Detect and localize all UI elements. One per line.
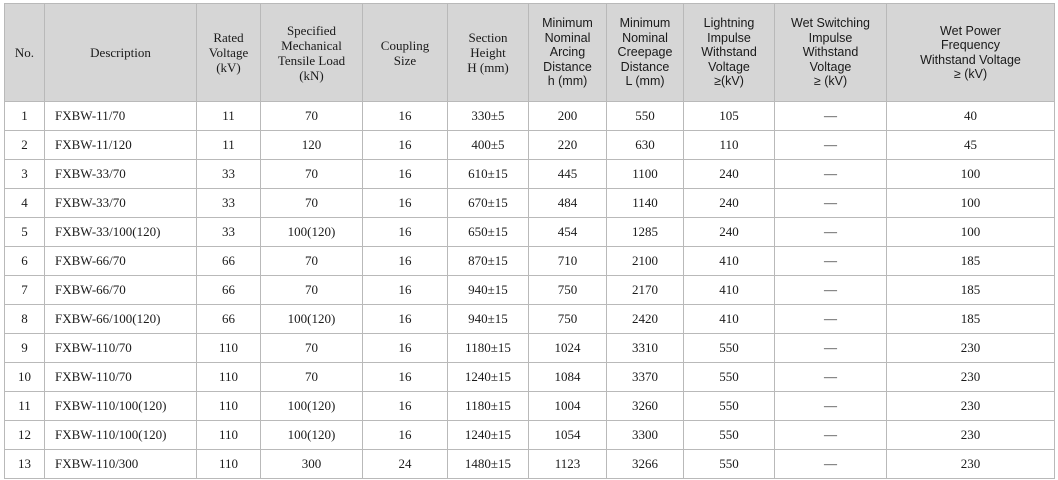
cell-no: 5 xyxy=(5,218,45,247)
header-line: ≥(kV) xyxy=(714,74,744,89)
cell-arcing-distance: 200 xyxy=(529,102,607,131)
cell-wet-switching: — xyxy=(775,276,887,305)
cell-tensile-load: 100(120) xyxy=(261,218,363,247)
col-header-rated-voltage xyxy=(197,4,261,102)
col-header-coupling-size xyxy=(363,4,448,102)
header-line: Distance xyxy=(620,59,670,74)
header-line: Height xyxy=(470,45,506,60)
cell-no: 7 xyxy=(5,276,45,305)
cell-arcing-distance: 750 xyxy=(529,305,607,334)
cell-no: 2 xyxy=(5,131,45,160)
cell-lightning-impulse: 550 xyxy=(684,334,775,363)
cell-wet-switching: — xyxy=(775,160,887,189)
cell-arcing-distance: 1024 xyxy=(529,334,607,363)
cell-tensile-load: 70 xyxy=(261,276,363,305)
cell-lightning-impulse: 240 xyxy=(684,160,775,189)
cell-description: FXBW-110/300 xyxy=(45,450,197,479)
cell-arcing-distance: 750 xyxy=(529,276,607,305)
cell-arcing-distance: 220 xyxy=(529,131,607,160)
cell-arcing-distance: 445 xyxy=(529,160,607,189)
cell-rated-voltage: 110 xyxy=(197,392,261,421)
cell-creepage-distance: 550 xyxy=(607,102,684,131)
table-row xyxy=(5,305,1055,334)
header-line: ≥ (kV) xyxy=(813,74,848,89)
cell-description: FXBW-11/120 xyxy=(45,131,197,160)
header-line: Coupling xyxy=(380,37,430,53)
cell-description: FXBW-11/70 xyxy=(45,102,197,131)
col-header-description xyxy=(45,4,197,102)
cell-lightning-impulse: 410 xyxy=(684,305,775,334)
cell-coupling-size: 16 xyxy=(363,392,448,421)
header-line: Voltage xyxy=(208,45,249,60)
table-row xyxy=(5,131,1055,160)
cell-creepage-distance: 1285 xyxy=(607,218,684,247)
table-body xyxy=(5,102,1055,479)
header-line: L (mm) xyxy=(625,74,665,89)
cell-tensile-load: 120 xyxy=(261,131,363,160)
cell-wet-power-frequency: 230 xyxy=(887,421,1055,450)
cell-section-height: 650±15 xyxy=(448,218,529,247)
header-line: ≥ (kV) xyxy=(953,67,988,81)
cell-tensile-load: 70 xyxy=(261,189,363,218)
header-line: Mechanical xyxy=(281,37,342,53)
cell-section-height: 1180±15 xyxy=(448,334,529,363)
cell-coupling-size: 16 xyxy=(363,218,448,247)
header-line: Minimum xyxy=(542,16,593,31)
cell-wet-power-frequency: 40 xyxy=(887,102,1055,131)
cell-creepage-distance: 2170 xyxy=(607,276,684,305)
cell-tensile-load: 70 xyxy=(261,160,363,189)
cell-rated-voltage: 110 xyxy=(197,450,261,479)
cell-arcing-distance: 484 xyxy=(529,189,607,218)
cell-rated-voltage: 66 xyxy=(197,305,261,334)
cell-rated-voltage: 33 xyxy=(197,160,261,189)
cell-creepage-distance: 3370 xyxy=(607,363,684,392)
table-row xyxy=(5,392,1055,421)
header-line: Withstand Voltage xyxy=(920,52,1021,67)
col-header-tensile-load xyxy=(261,4,363,102)
header-line: (kV) xyxy=(216,60,241,75)
header-line: Voltage xyxy=(809,59,852,74)
cell-rated-voltage: 11 xyxy=(197,102,261,131)
header-line: Arcing xyxy=(549,45,586,60)
cell-tensile-load: 70 xyxy=(261,247,363,276)
header-line: Frequency xyxy=(940,38,1001,52)
header-line: No. xyxy=(14,45,35,60)
header-line: Distance xyxy=(543,59,592,74)
cell-tensile-load: 300 xyxy=(261,450,363,479)
header-line: Nominal xyxy=(622,30,668,45)
cell-lightning-impulse: 410 xyxy=(684,247,775,276)
cell-description: FXBW-66/70 xyxy=(45,247,197,276)
cell-arcing-distance: 1123 xyxy=(529,450,607,479)
cell-wet-power-frequency: 100 xyxy=(887,218,1055,247)
header-line: Description xyxy=(90,45,151,60)
cell-wet-power-frequency: 230 xyxy=(887,450,1055,479)
header-line: Minimum xyxy=(619,16,671,31)
header-line: Nominal xyxy=(544,30,591,45)
header-row xyxy=(5,4,1055,102)
cell-wet-power-frequency: 185 xyxy=(887,305,1055,334)
header-line: H (mm) xyxy=(467,60,509,75)
cell-lightning-impulse: 240 xyxy=(684,218,775,247)
cell-coupling-size: 16 xyxy=(363,276,448,305)
cell-section-height: 1480±15 xyxy=(448,450,529,479)
header-line: Section xyxy=(468,30,508,45)
col-header-wet-switching xyxy=(775,4,887,102)
cell-creepage-distance: 630 xyxy=(607,131,684,160)
cell-creepage-distance: 1100 xyxy=(607,160,684,189)
cell-rated-voltage: 33 xyxy=(197,189,261,218)
header-line: Impulse xyxy=(808,30,853,45)
table-row xyxy=(5,160,1055,189)
cell-coupling-size: 16 xyxy=(363,421,448,450)
cell-wet-power-frequency: 100 xyxy=(887,189,1055,218)
cell-rated-voltage: 110 xyxy=(197,363,261,392)
header-line: Withstand xyxy=(802,45,859,60)
cell-creepage-distance: 3300 xyxy=(607,421,684,450)
cell-no: 10 xyxy=(5,363,45,392)
cell-coupling-size: 16 xyxy=(363,363,448,392)
cell-wet-power-frequency: 100 xyxy=(887,160,1055,189)
cell-section-height: 940±15 xyxy=(448,305,529,334)
cell-coupling-size: 16 xyxy=(363,102,448,131)
col-header-arcing-distance xyxy=(529,4,607,102)
header-line: Specified xyxy=(286,22,337,38)
cell-rated-voltage: 66 xyxy=(197,276,261,305)
cell-wet-switching: — xyxy=(775,131,887,160)
cell-wet-power-frequency: 185 xyxy=(887,276,1055,305)
col-header-no xyxy=(5,4,45,102)
cell-section-height: 400±5 xyxy=(448,131,529,160)
cell-no: 3 xyxy=(5,160,45,189)
cell-lightning-impulse: 550 xyxy=(684,450,775,479)
cell-creepage-distance: 3266 xyxy=(607,450,684,479)
cell-creepage-distance: 1140 xyxy=(607,189,684,218)
header-line: Wet Power xyxy=(940,23,1001,38)
cell-wet-switching: — xyxy=(775,450,887,479)
cell-no: 1 xyxy=(5,102,45,131)
cell-description: FXBW-33/70 xyxy=(45,160,197,189)
header-line: Rated xyxy=(213,30,244,45)
cell-wet-power-frequency: 185 xyxy=(887,247,1055,276)
insulator-spec-table xyxy=(4,3,1055,479)
cell-tensile-load: 100(120) xyxy=(261,305,363,334)
cell-creepage-distance: 3310 xyxy=(607,334,684,363)
cell-lightning-impulse: 110 xyxy=(684,131,775,160)
col-header-section-height xyxy=(448,4,529,102)
cell-wet-switching: — xyxy=(775,334,887,363)
table-row xyxy=(5,421,1055,450)
col-header-creepage-distance xyxy=(607,4,684,102)
cell-lightning-impulse: 550 xyxy=(684,421,775,450)
table-row xyxy=(5,102,1055,131)
cell-rated-voltage: 11 xyxy=(197,131,261,160)
table-row xyxy=(5,189,1055,218)
header-line: Impulse xyxy=(707,30,751,45)
cell-coupling-size: 16 xyxy=(363,189,448,218)
cell-no: 4 xyxy=(5,189,45,218)
header-line: Size xyxy=(393,52,417,68)
cell-coupling-size: 16 xyxy=(363,247,448,276)
cell-coupling-size: 16 xyxy=(363,160,448,189)
cell-wet-power-frequency: 45 xyxy=(887,131,1055,160)
header-line: Creepage xyxy=(617,45,673,60)
cell-wet-power-frequency: 230 xyxy=(887,363,1055,392)
cell-wet-switching: — xyxy=(775,392,887,421)
cell-section-height: 610±15 xyxy=(448,160,529,189)
cell-section-height: 1180±15 xyxy=(448,392,529,421)
cell-arcing-distance: 1004 xyxy=(529,392,607,421)
cell-tensile-load: 100(120) xyxy=(261,392,363,421)
cell-lightning-impulse: 410 xyxy=(684,276,775,305)
cell-description: FXBW-110/70 xyxy=(45,334,197,363)
cell-arcing-distance: 454 xyxy=(529,218,607,247)
header-line: h (mm) xyxy=(547,74,588,89)
cell-wet-switching: — xyxy=(775,305,887,334)
cell-no: 6 xyxy=(5,247,45,276)
cell-wet-switching: — xyxy=(775,363,887,392)
cell-lightning-impulse: 105 xyxy=(684,102,775,131)
cell-description: FXBW-66/70 xyxy=(45,276,197,305)
cell-rated-voltage: 110 xyxy=(197,334,261,363)
cell-wet-switching: — xyxy=(775,102,887,131)
cell-no: 8 xyxy=(5,305,45,334)
cell-wet-switching: — xyxy=(775,421,887,450)
spec-table-frame xyxy=(4,3,1054,477)
cell-wet-switching: — xyxy=(775,247,887,276)
cell-section-height: 1240±15 xyxy=(448,363,529,392)
cell-description: FXBW-33/100(120) xyxy=(45,218,197,247)
cell-creepage-distance: 2420 xyxy=(607,305,684,334)
table-row xyxy=(5,247,1055,276)
table-row xyxy=(5,450,1055,479)
cell-coupling-size: 16 xyxy=(363,334,448,363)
header-line: Voltage xyxy=(708,59,750,74)
cell-tensile-load: 70 xyxy=(261,334,363,363)
cell-section-height: 670±15 xyxy=(448,189,529,218)
header-line: Withstand xyxy=(701,45,757,60)
header-line: (kN) xyxy=(299,67,324,83)
header-line: Tensile Load xyxy=(277,52,346,68)
cell-description: FXBW-110/70 xyxy=(45,363,197,392)
cell-no: 13 xyxy=(5,450,45,479)
cell-coupling-size: 16 xyxy=(363,305,448,334)
cell-lightning-impulse: 240 xyxy=(684,189,775,218)
cell-rated-voltage: 110 xyxy=(197,421,261,450)
cell-creepage-distance: 2100 xyxy=(607,247,684,276)
cell-creepage-distance: 3260 xyxy=(607,392,684,421)
cell-description: FXBW-66/100(120) xyxy=(45,305,197,334)
cell-description: FXBW-110/100(120) xyxy=(45,421,197,450)
col-header-wet-power-frequency xyxy=(887,4,1055,102)
col-header-lightning-impulse xyxy=(684,4,775,102)
cell-section-height: 1240±15 xyxy=(448,421,529,450)
header-line: Wet Switching xyxy=(791,16,870,31)
cell-arcing-distance: 1054 xyxy=(529,421,607,450)
cell-section-height: 940±15 xyxy=(448,276,529,305)
cell-arcing-distance: 1084 xyxy=(529,363,607,392)
cell-wet-power-frequency: 230 xyxy=(887,334,1055,363)
cell-section-height: 330±5 xyxy=(448,102,529,131)
cell-tensile-load: 70 xyxy=(261,363,363,392)
cell-lightning-impulse: 550 xyxy=(684,363,775,392)
cell-tensile-load: 100(120) xyxy=(261,421,363,450)
cell-tensile-load: 70 xyxy=(261,102,363,131)
cell-no: 9 xyxy=(5,334,45,363)
cell-rated-voltage: 66 xyxy=(197,247,261,276)
cell-wet-switching: — xyxy=(775,189,887,218)
table-row xyxy=(5,334,1055,363)
cell-coupling-size: 24 xyxy=(363,450,448,479)
cell-wet-power-frequency: 230 xyxy=(887,392,1055,421)
cell-arcing-distance: 710 xyxy=(529,247,607,276)
table-row xyxy=(5,363,1055,392)
table-row xyxy=(5,218,1055,247)
cell-no: 12 xyxy=(5,421,45,450)
cell-coupling-size: 16 xyxy=(363,131,448,160)
cell-lightning-impulse: 550 xyxy=(684,392,775,421)
cell-no: 11 xyxy=(5,392,45,421)
header-line: Lightning xyxy=(703,16,755,31)
table-row xyxy=(5,276,1055,305)
cell-wet-switching: — xyxy=(775,218,887,247)
cell-rated-voltage: 33 xyxy=(197,218,261,247)
cell-section-height: 870±15 xyxy=(448,247,529,276)
cell-description: FXBW-110/100(120) xyxy=(45,392,197,421)
cell-description: FXBW-33/70 xyxy=(45,189,197,218)
